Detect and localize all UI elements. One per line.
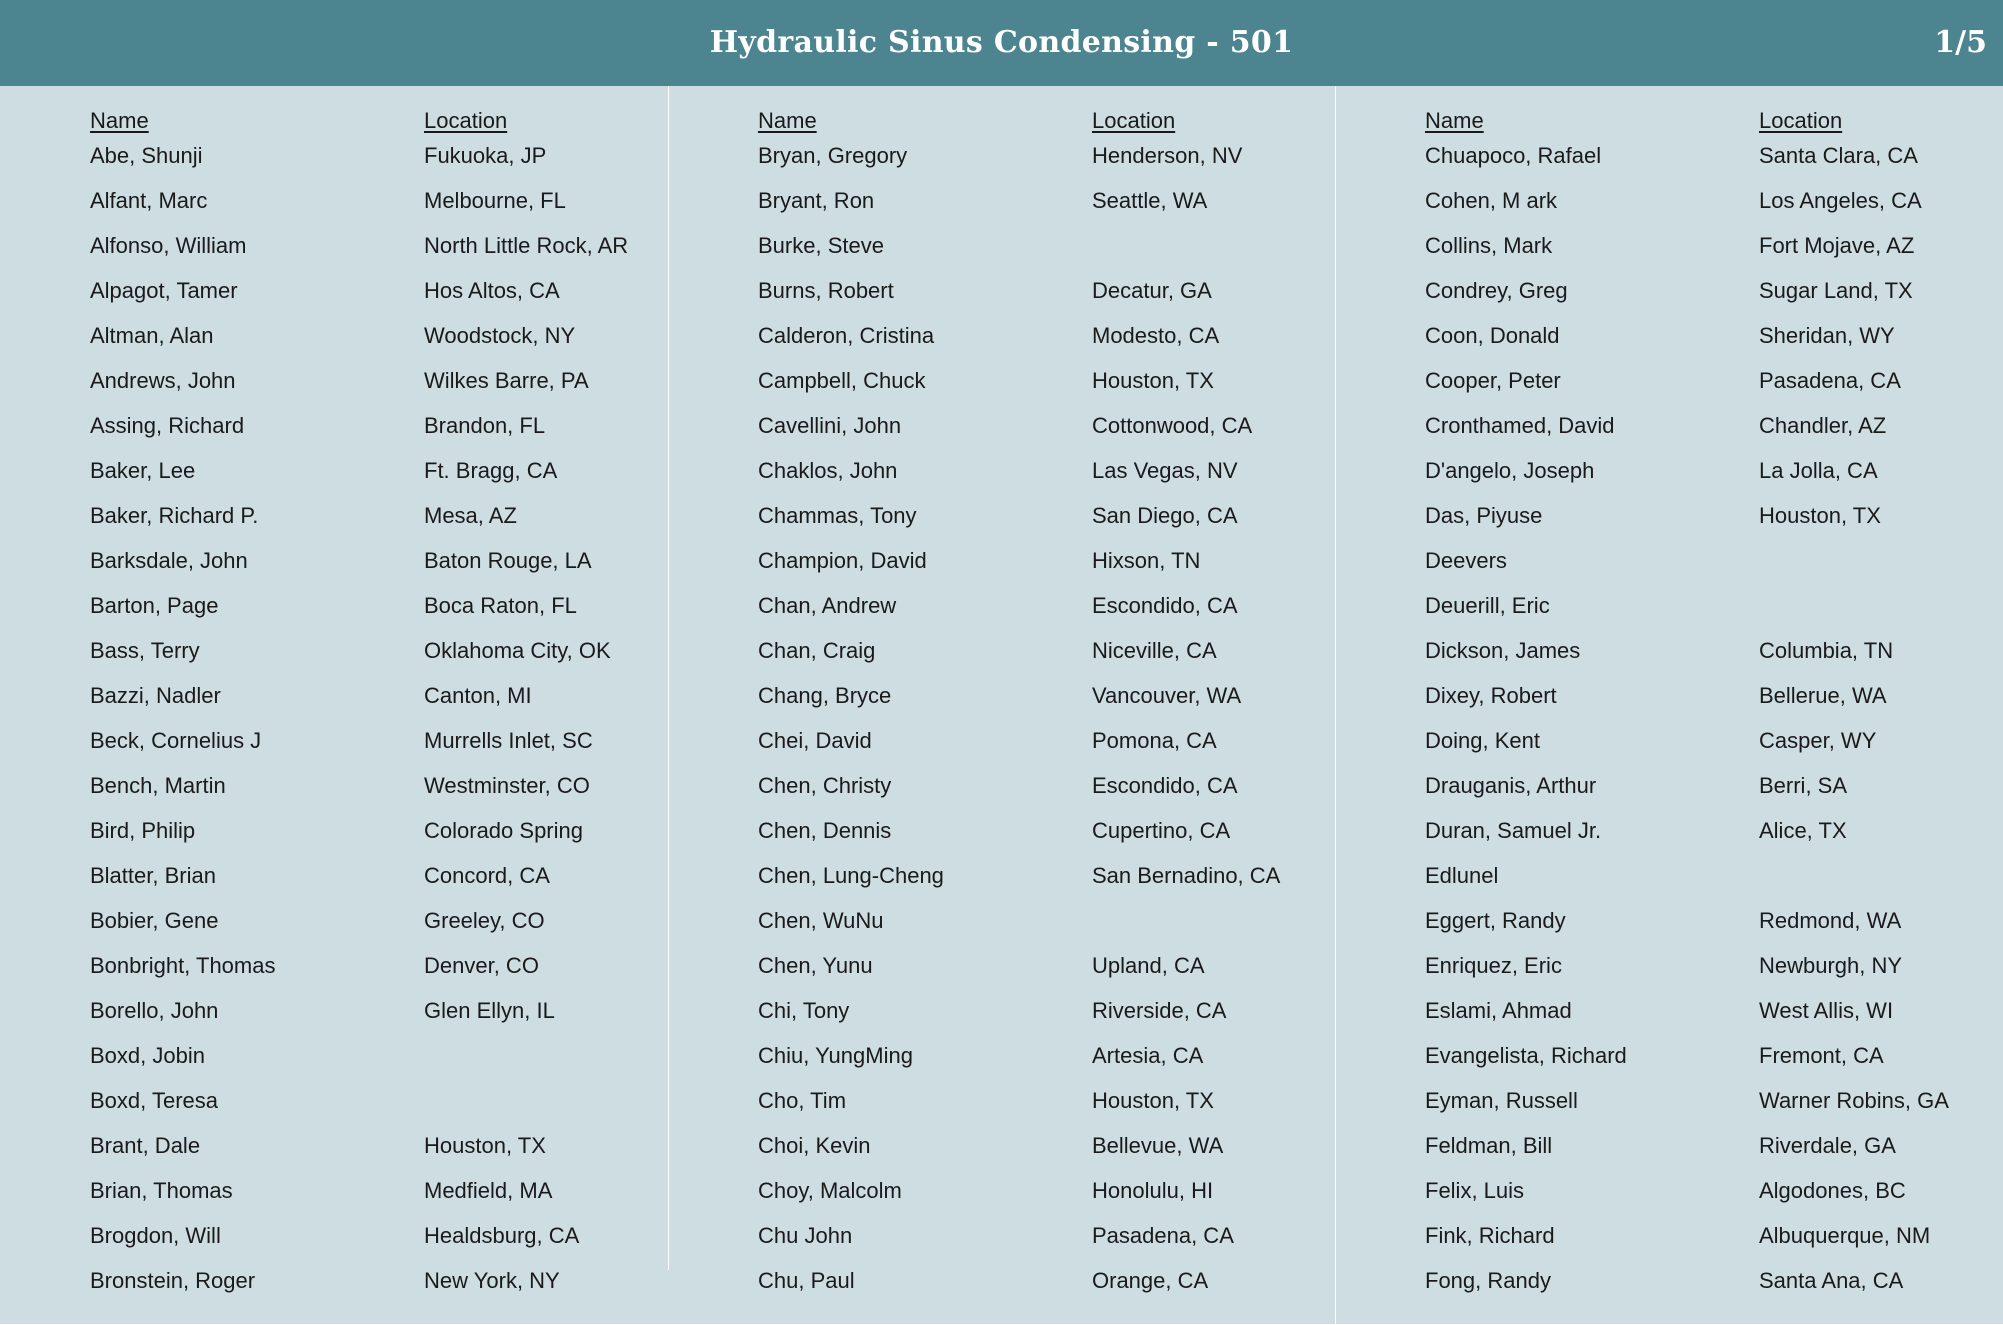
entry-location: Decatur, GA <box>1092 278 1212 303</box>
list-item <box>1425 133 1985 178</box>
entry-location: San Bernadino, CA <box>1092 863 1281 888</box>
entry-location: Hixson, TN <box>1092 548 1201 573</box>
list-item <box>758 133 1318 178</box>
list-item <box>1425 1168 1985 1213</box>
entry-location: Houston, TX <box>1092 1088 1214 1113</box>
list-item <box>758 673 1318 718</box>
entry-location: Modesto, CA <box>1092 323 1220 348</box>
entry-name: Baker, Richard P. <box>90 503 259 528</box>
list-item <box>1425 898 1985 943</box>
entry-name: Deevers <box>1425 548 1507 573</box>
list-item <box>758 1213 1318 1258</box>
entry-name: Andrews, John <box>90 368 236 393</box>
entry-location: Los Angeles, CA <box>1759 188 1922 213</box>
list-item <box>90 358 650 403</box>
entry-location: Cupertino, CA <box>1092 818 1231 843</box>
entry-name: Chu John <box>758 1223 853 1248</box>
entry-location: Bellerue, WA <box>1759 683 1887 708</box>
list-item <box>90 1078 650 1123</box>
page-number: 1/5 <box>1934 25 1987 60</box>
list-item <box>1425 583 1985 628</box>
list-item <box>758 853 1318 898</box>
list-item <box>758 763 1318 808</box>
entry-name: Dixey, Robert <box>1425 683 1557 708</box>
entry-location: Fort Mojave, AZ <box>1759 233 1915 258</box>
list-item <box>758 943 1318 988</box>
entry-name: Brian, Thomas <box>90 1178 233 1203</box>
entry-location: Pomona, CA <box>1092 728 1217 753</box>
entry-name: Beck, Cornelius J <box>90 728 262 753</box>
entry-name: Choi, Kevin <box>758 1133 871 1158</box>
entry-name: Bobier, Gene <box>90 908 219 933</box>
entry-name: Dickson, James <box>1425 638 1581 663</box>
entry-location: Honolulu, HI <box>1092 1178 1214 1203</box>
entry-name: Bench, Martin <box>90 773 226 798</box>
entry-location: Chandler, AZ <box>1759 413 1887 438</box>
entry-location: Pasadena, CA <box>1759 368 1901 393</box>
entry-location: Houston, TX <box>424 1133 546 1158</box>
list-item <box>758 178 1318 223</box>
entry-name: Das, Piyuse <box>1425 503 1543 528</box>
list-item <box>758 583 1318 628</box>
entry-name: Eslami, Ahmad <box>1425 998 1572 1023</box>
list-item <box>1425 448 1985 493</box>
entry-name: Cohen, M ark <box>1425 188 1558 213</box>
list-item <box>1425 943 1985 988</box>
entry-name: Bonbright, Thomas <box>90 953 276 978</box>
entry-name: D'angelo, Joseph <box>1425 458 1595 483</box>
entry-location: Las Vegas, NV <box>1092 458 1238 483</box>
header-bar <box>0 0 2003 86</box>
entry-name: Burke, Steve <box>758 233 884 258</box>
entry-name: Cooper, Peter <box>1425 368 1561 393</box>
list-item <box>758 223 1318 268</box>
list-item <box>90 1033 650 1078</box>
list-item <box>758 448 1318 493</box>
entry-name: Doing, Kent <box>1425 728 1540 753</box>
list-item <box>1425 223 1985 268</box>
entry-location: Pasadena, CA <box>1092 1223 1234 1248</box>
entry-location: Escondido, CA <box>1092 593 1238 618</box>
entry-name: Blatter, Brian <box>90 863 216 888</box>
list-item <box>90 493 650 538</box>
entry-name: Chen, Lung-Cheng <box>758 863 944 888</box>
entry-location: North Little Rock, AR <box>424 233 629 258</box>
entry-name: Condrey, Greg <box>1425 278 1568 303</box>
entry-name: Boxd, Jobin <box>90 1043 205 1068</box>
entry-location: Concord, CA <box>424 863 550 888</box>
entry-name: Abe, Shunji <box>90 143 203 168</box>
column-divider <box>668 86 669 1270</box>
entry-location: Colorado Spring <box>424 818 583 843</box>
entry-name: Calderon, Cristina <box>758 323 935 348</box>
entry-name: Eggert, Randy <box>1425 908 1566 933</box>
list-item <box>758 988 1318 1033</box>
entry-name: Campbell, Chuck <box>758 368 926 393</box>
column-divider <box>1335 86 1336 1324</box>
entry-location: Glen Ellyn, IL <box>424 998 555 1023</box>
entry-name: Evangelista, Richard <box>1425 1043 1627 1068</box>
entry-location: Niceville, CA <box>1092 638 1217 663</box>
column-header-name: Name <box>1425 108 1484 133</box>
entry-name: Choy, Malcolm <box>758 1178 902 1203</box>
entry-name: Chang, Bryce <box>758 683 892 708</box>
list-item <box>758 1033 1318 1078</box>
entry-name: Chaklos, John <box>758 458 898 483</box>
entry-location: Baton Rouge, LA <box>424 548 592 573</box>
entry-location: Santa Clara, CA <box>1759 143 1918 168</box>
entry-name: Bronstein, Roger <box>90 1268 256 1293</box>
list-item <box>1425 718 1985 763</box>
entry-name: Chu, Paul <box>758 1268 855 1293</box>
entry-name: Burns, Robert <box>758 278 894 303</box>
list-item <box>90 628 650 673</box>
entry-name: Enriquez, Eric <box>1425 953 1562 978</box>
entry-location: Orange, CA <box>1092 1268 1209 1293</box>
entry-name: Deuerill, Eric <box>1425 593 1550 618</box>
list-item <box>90 718 650 763</box>
entry-name: Fong, Randy <box>1425 1268 1551 1293</box>
list-item <box>758 1078 1318 1123</box>
entry-name: Chuapoco, Rafael <box>1425 143 1602 168</box>
entry-name: Chen, Yunu <box>758 953 873 978</box>
entry-location: Berri, SA <box>1759 773 1848 798</box>
column-header-location: Location <box>1092 108 1176 133</box>
entry-name: Duran, Samuel Jr. <box>1425 818 1602 843</box>
list-item <box>1425 673 1985 718</box>
entry-location: Newburgh, NY <box>1759 953 1903 978</box>
entry-location: New York, NY <box>424 1268 560 1293</box>
column-header-location: Location <box>424 108 508 133</box>
directory-columns <box>0 86 2003 1324</box>
entry-name: Cavellini, John <box>758 413 902 438</box>
list-item <box>90 808 650 853</box>
entry-location: Hos Altos, CA <box>424 278 560 303</box>
entry-name: Boxd, Teresa <box>90 1088 219 1113</box>
entry-location: Healdsburg, CA <box>424 1223 580 1248</box>
list-item <box>90 1258 650 1303</box>
entry-location: Artesia, CA <box>1092 1043 1204 1068</box>
entry-name: Chan, Andrew <box>758 593 897 618</box>
list-item <box>758 898 1318 943</box>
list-item <box>1425 313 1985 358</box>
list-item <box>90 313 650 358</box>
list-item <box>758 268 1318 313</box>
entry-location: Vancouver, WA <box>1092 683 1242 708</box>
entry-name: Chiu, YungMing <box>758 1043 913 1068</box>
entry-location: Ft. Bragg, CA <box>424 458 558 483</box>
entry-location: Melbourne, FL <box>424 188 566 213</box>
entry-name: Drauganis, Arthur <box>1425 773 1597 798</box>
entry-location: Henderson, NV <box>1092 143 1243 168</box>
entry-location: Fremont, CA <box>1759 1043 1884 1068</box>
list-item <box>1425 268 1985 313</box>
entry-location: Seattle, WA <box>1092 188 1208 213</box>
list-item <box>90 1168 650 1213</box>
list-item <box>758 808 1318 853</box>
list-item <box>1425 1213 1985 1258</box>
entry-name: Chei, David <box>758 728 872 753</box>
page-title: Hydraulic Sinus Condensing - 501 <box>709 25 1294 60</box>
entry-location: Alice, TX <box>1759 818 1847 843</box>
list-item <box>90 583 650 628</box>
list-item <box>90 403 650 448</box>
list-item <box>758 1168 1318 1213</box>
list-item <box>90 763 650 808</box>
entry-location: Cottonwood, CA <box>1092 413 1253 438</box>
list-item <box>1425 1258 1985 1303</box>
list-item <box>1425 493 1985 538</box>
list-item <box>90 1123 650 1168</box>
directory-column-group <box>1335 86 2003 1324</box>
list-item <box>1425 1033 1985 1078</box>
entry-location: Sugar Land, TX <box>1759 278 1913 303</box>
entry-name: Fink, Richard <box>1425 1223 1555 1248</box>
list-item <box>90 223 650 268</box>
list-item <box>1425 853 1985 898</box>
entry-location: Brandon, FL <box>424 413 546 438</box>
entry-name: Altman, Alan <box>90 323 214 348</box>
list-item <box>90 178 650 223</box>
entry-location: Casper, WY <box>1759 728 1877 753</box>
list-item <box>90 673 650 718</box>
directory-column-group <box>668 86 1335 1324</box>
entry-name: Feldman, Bill <box>1425 1133 1553 1158</box>
entry-location: Riverdale, GA <box>1759 1133 1896 1158</box>
entry-location: Riverside, CA <box>1092 998 1227 1023</box>
entry-name: Baker, Lee <box>90 458 196 483</box>
entry-name: Brogdon, Will <box>90 1223 221 1248</box>
entry-name: Bryant, Ron <box>758 188 875 213</box>
entry-name: Bazzi, Nadler <box>90 683 221 708</box>
directory-column-group <box>0 86 668 1324</box>
column-header-name: Name <box>758 108 817 133</box>
list-item <box>1425 538 1985 583</box>
entry-location: Woodstock, NY <box>424 323 576 348</box>
entry-location: Warner Robins, GA <box>1759 1088 1949 1113</box>
entry-name: Bass, Terry <box>90 638 200 663</box>
list-item <box>758 1123 1318 1168</box>
entry-name: Cho, Tim <box>758 1088 847 1113</box>
list-item <box>90 943 650 988</box>
list-item <box>90 538 650 583</box>
column-header-name: Name <box>90 108 149 133</box>
list-item <box>90 898 650 943</box>
entry-location: Santa Ana, CA <box>1759 1268 1904 1293</box>
entry-location: Escondido, CA <box>1092 773 1238 798</box>
entry-location: San Diego, CA <box>1092 503 1238 528</box>
entry-location: Redmond, WA <box>1759 908 1902 933</box>
entry-name: Chen, Dennis <box>758 818 892 843</box>
list-item <box>758 628 1318 673</box>
entry-name: Collins, Mark <box>1425 233 1553 258</box>
entry-name: Bird, Philip <box>90 818 196 843</box>
list-item <box>90 133 650 178</box>
entry-location: Columbia, TN <box>1759 638 1894 663</box>
entry-name: Felix, Luis <box>1425 1178 1525 1203</box>
list-item <box>1425 988 1985 1033</box>
entry-name: Chi, Tony <box>758 998 850 1023</box>
entry-name: Brant, Dale <box>90 1133 201 1158</box>
entry-location: Canton, MI <box>424 683 532 708</box>
list-item <box>90 988 650 1033</box>
entry-name: Assing, Richard <box>90 413 245 438</box>
list-item <box>90 1213 650 1258</box>
entry-name: Edlunel <box>1425 863 1499 888</box>
list-item <box>758 493 1318 538</box>
list-item <box>758 1258 1318 1303</box>
list-item <box>758 538 1318 583</box>
list-item <box>1425 358 1985 403</box>
entry-location: Houston, TX <box>1092 368 1214 393</box>
entry-name: Coon, Donald <box>1425 323 1560 348</box>
entry-name: Bryan, Gregory <box>758 143 908 168</box>
entry-location: West Allis, WI <box>1759 998 1894 1023</box>
list-item <box>1425 808 1985 853</box>
entry-location: Algodones, BC <box>1759 1178 1906 1203</box>
list-item <box>1425 763 1985 808</box>
list-item <box>90 853 650 898</box>
entry-name: Barton, Page <box>90 593 219 618</box>
list-item <box>1425 403 1985 448</box>
entry-name: Champion, David <box>758 548 927 573</box>
list-item <box>1425 1078 1985 1123</box>
entry-name: Alfant, Marc <box>90 188 208 213</box>
column-header-location: Location <box>1759 108 1843 133</box>
list-item <box>758 358 1318 403</box>
list-item <box>758 403 1318 448</box>
list-item <box>1425 628 1985 673</box>
directory-body <box>0 86 2003 1324</box>
entry-location: Greeley, CO <box>424 908 545 933</box>
entry-location: Denver, CO <box>424 953 539 978</box>
entry-location: Upland, CA <box>1092 953 1205 978</box>
list-item <box>758 718 1318 763</box>
entry-location: La Jolla, CA <box>1759 458 1878 483</box>
list-item <box>1425 178 1985 223</box>
entry-name: Chen, WuNu <box>758 908 884 933</box>
entry-location: Fukuoka, JP <box>424 143 547 168</box>
entry-location: Wilkes Barre, PA <box>424 368 589 393</box>
entry-location: Bellevue, WA <box>1092 1133 1224 1158</box>
entry-location: Westminster, CO <box>424 773 590 798</box>
entry-name: Borello, John <box>90 998 219 1023</box>
entry-name: Alpagot, Tamer <box>90 278 238 303</box>
entry-name: Barksdale, John <box>90 548 248 573</box>
entry-name: Chammas, Tony <box>758 503 917 528</box>
list-item <box>758 313 1318 358</box>
entry-location: Murrells Inlet, SC <box>424 728 593 753</box>
list-item <box>90 268 650 313</box>
entry-name: Chan, Craig <box>758 638 876 663</box>
entry-location: Houston, TX <box>1759 503 1881 528</box>
list-item <box>90 448 650 493</box>
entry-location: Oklahoma City, OK <box>424 638 611 663</box>
entry-location: Sheridan, WY <box>1759 323 1895 348</box>
entry-location: Albuquerque, NM <box>1759 1223 1931 1248</box>
entry-name: Chen, Christy <box>758 773 892 798</box>
list-item <box>1425 1123 1985 1168</box>
entry-name: Cronthamed, David <box>1425 413 1615 438</box>
entry-location: Medfield, MA <box>424 1178 553 1203</box>
entry-name: Eyman, Russell <box>1425 1088 1578 1113</box>
entry-name: Alfonso, William <box>90 233 247 258</box>
entry-location: Mesa, AZ <box>424 503 517 528</box>
entry-location: Boca Raton, FL <box>424 593 577 618</box>
